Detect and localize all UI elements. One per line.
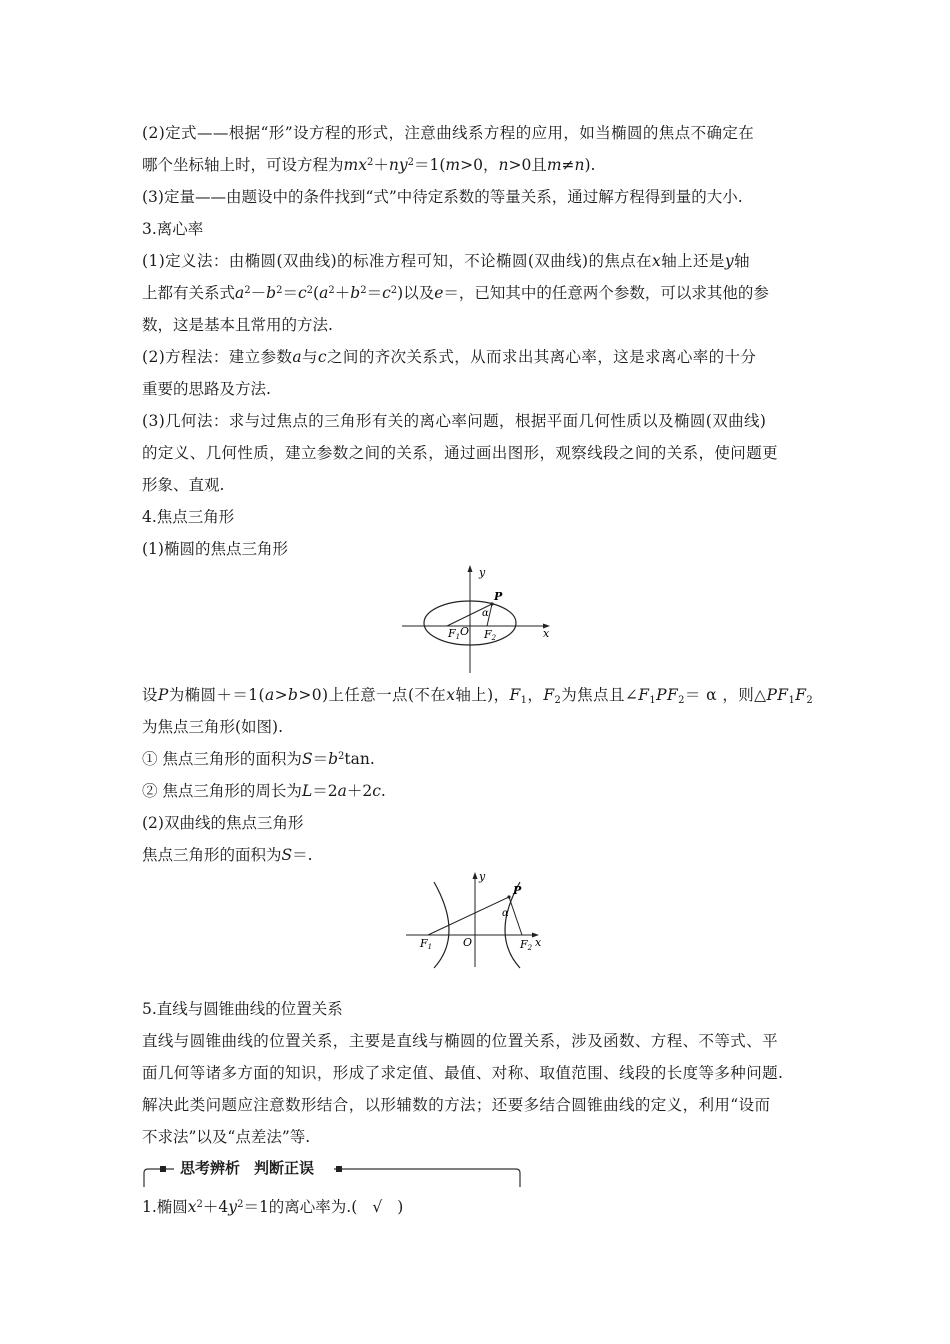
answer-check-mark: √: [372, 1198, 383, 1216]
hyperbola-area-formula: [142, 844, 822, 866]
var: S: [301, 750, 313, 768]
text: (2)方程法：建立参数: [142, 348, 293, 366]
paragraph-definition-line2: [142, 282, 822, 304]
subscript: 2: [678, 695, 685, 706]
ellipse-perimeter-formula: [142, 780, 822, 802]
subscript: 2: [554, 695, 562, 706]
exponent: 2: [360, 285, 367, 296]
heading-line-conic: 5.直线与圆锥曲线的位置关系: [142, 1000, 343, 1018]
point-p: [507, 895, 510, 898]
label: F: [448, 627, 456, 640]
var: y: [398, 156, 408, 174]
var: m: [546, 156, 562, 174]
origin-label: O: [463, 936, 473, 949]
exponent: 2: [328, 285, 335, 296]
paragraph-dingliang: (3)定量——由题设中的条件找到“式”中待定系数的等量关系，通过解方程得到量的大小.: [142, 188, 743, 206]
subheading-hyperbola-focal-triangle: (2)双曲线的焦点三角形: [142, 814, 304, 832]
var: a: [337, 782, 347, 800]
var: x: [652, 252, 662, 270]
text: 为焦点且∠: [561, 686, 639, 704]
text: 哪个坐标轴上时，可设方程为: [142, 156, 344, 174]
exponent: 2: [237, 1199, 244, 1210]
var: n: [574, 156, 585, 174]
y-axis-arrow: [468, 565, 473, 572]
ellipse-area-formula: [142, 748, 822, 770]
text: ＝2: [312, 782, 338, 800]
text: (: [313, 284, 320, 302]
exponent: 2: [276, 285, 283, 296]
text: ＋2: [346, 782, 373, 800]
text: 与: [302, 348, 318, 366]
var: PF: [766, 686, 789, 704]
segment-pf2: [509, 897, 522, 935]
ellipse-focal-triangle-figure: [400, 563, 560, 678]
text: 为椭圆＋＝1(: [168, 686, 265, 704]
text: >0，: [460, 156, 499, 174]
var: b: [266, 284, 277, 302]
angle-alpha-label: α: [482, 608, 489, 619]
paragraph-dingshi-line2: [142, 154, 822, 176]
text: tan.: [344, 750, 375, 768]
var: c: [317, 348, 328, 366]
paragraph-ellipse-setup-line1: [142, 684, 822, 706]
exponent: 2: [407, 157, 414, 168]
subscript: 1: [788, 695, 796, 706]
var: a: [319, 284, 329, 302]
var: F: [543, 686, 555, 704]
text: >0)上任意一点(不在: [298, 686, 447, 704]
text: ＋: [373, 156, 389, 174]
text: ＝: [282, 284, 298, 302]
var: c: [372, 782, 381, 800]
text: ).: [584, 156, 596, 174]
var: b: [350, 284, 361, 302]
heading-eccentricity: 3.离心率: [142, 220, 204, 238]
paragraph-equation-line2: 重要的思路及方法.: [142, 380, 271, 398]
point-p-label: P: [513, 884, 522, 897]
subscript: 2: [527, 944, 533, 952]
text: ＝.: [292, 846, 313, 864]
heading-focal-triangle: 4.焦点三角形: [142, 508, 235, 526]
text: ＋: [334, 284, 351, 302]
var: PF: [656, 686, 679, 704]
origin-label: O: [460, 625, 470, 638]
text: 轴上还是: [661, 252, 725, 270]
var: F: [795, 686, 807, 704]
paragraph-equation-line1: [142, 346, 822, 368]
exponent: 2: [196, 1199, 203, 1210]
text: ＝: [312, 750, 329, 768]
hyperbola-focal-triangle-figure: [404, 870, 554, 970]
text: ，: [527, 686, 544, 704]
text: .: [380, 782, 386, 800]
text: ＝1的离心率为.(: [243, 1198, 358, 1216]
text: 轴: [733, 252, 750, 270]
y-axis-label: y: [479, 870, 486, 883]
text: ＋4: [202, 1198, 229, 1216]
var: a: [264, 686, 275, 704]
y-axis-arrow: [473, 872, 478, 879]
var: b: [288, 686, 299, 704]
paragraph-line-conic-line1: 直线与圆锥曲线的位置关系，主要是直线与椭圆的位置关系，涉及函数、方程、不等式、平: [142, 1032, 779, 1050]
label: F: [520, 938, 528, 951]
paragraph-line-conic-line3: 解决此类问题应注意数形结合，以形辅数的方法；还要多结合圆锥曲线的定义，利用“设而: [142, 1096, 771, 1114]
text: 焦点三角形的面积为: [142, 846, 282, 864]
text: 设: [142, 686, 158, 704]
banner-title-left: 思考辨析: [180, 1159, 241, 1177]
var: n: [498, 156, 509, 174]
text: ① 焦点三角形的面积为: [142, 750, 302, 768]
var: y: [228, 1198, 238, 1216]
var: a: [235, 284, 245, 302]
subscript: 1: [649, 695, 657, 706]
segment-pf1: [428, 897, 509, 935]
var: F: [509, 686, 521, 704]
text: ＝: [366, 284, 383, 302]
focus-f1-label: [447, 627, 460, 641]
point-p-label: P: [494, 590, 503, 603]
subscript: 2: [806, 695, 814, 706]
var: F: [638, 686, 650, 704]
text: >: [274, 686, 289, 704]
text: －: [250, 284, 267, 302]
focus-f2-label: [483, 628, 497, 642]
hyperbola-left-branch: [434, 882, 449, 968]
text: (1)定义法：由椭圆(双曲线)的标准方程可知，不论椭圆(双曲线)的焦点在: [142, 252, 653, 270]
paragraph-line-conic-line4: 不求法”以及“点差法”等.: [142, 1128, 311, 1146]
text: )以及: [397, 284, 435, 302]
x-axis-label: x: [535, 936, 542, 949]
var: a: [292, 348, 303, 366]
label: F: [420, 937, 428, 950]
text: ＝，已知其中的任意两个参数，可以求其他的参: [443, 284, 769, 302]
var: x: [187, 1198, 197, 1216]
paragraph-geometry-line3: 形象、直观.: [142, 476, 225, 494]
focus-f2-label: [519, 938, 533, 952]
banner-title: [174, 1157, 334, 1179]
text: ② 焦点三角形的周长为: [142, 782, 302, 800]
subheading-ellipse-focal-triangle: (1)椭圆的焦点三角形: [142, 540, 288, 558]
text: 之间的齐次关系式，从而求出其离心率，这是求离心率的十分: [327, 348, 757, 366]
var: c: [297, 284, 307, 302]
text: 上都有关系式: [142, 284, 236, 302]
var: e: [434, 284, 444, 302]
var: L: [301, 782, 313, 800]
var: x: [446, 686, 456, 704]
subscript: 1: [520, 695, 528, 706]
subscript: 1: [427, 943, 433, 951]
text: ＝ α ，则△: [684, 686, 767, 704]
paragraph-ellipse-setup-line2: 为焦点三角形(如图).: [142, 718, 284, 736]
text: ＝1(: [413, 156, 446, 174]
var: c: [382, 284, 391, 302]
var: m: [445, 156, 461, 174]
paragraph-line-conic-line2: 面几何等诸多方面的知识，形成了求定值、最值、对称、取值范围、线段的长度等多种问题.: [142, 1064, 784, 1082]
paragraph-dingshi-line1: (2)定式——根据“形”设方程的形式，注意曲线系方程的应用，如当椭圆的焦点不确定在: [142, 124, 755, 142]
paragraph-definition-line1: [142, 250, 822, 272]
text: >0且: [508, 156, 547, 174]
paragraph-geometry-line2: 的定义、几何性质，建立参数之间的关系，通过画出图形，观察线段之间的关系，使问题更: [142, 444, 779, 462]
exponent: 2: [338, 751, 345, 762]
label: F: [484, 628, 492, 641]
text: 1.椭圆: [142, 1198, 188, 1216]
exponent: 2: [366, 157, 374, 168]
var: b: [328, 750, 339, 768]
x-axis-label: x: [543, 627, 550, 640]
var: y: [724, 252, 734, 270]
var: S: [281, 846, 293, 864]
var: m: [343, 156, 359, 174]
exponent: 2: [244, 285, 251, 296]
angle-alpha-label: α: [502, 908, 509, 919]
section-banner: [142, 1157, 522, 1189]
exponent: 2: [306, 285, 314, 296]
banner-title-right: 判断正误: [254, 1159, 315, 1177]
exponent: 2: [390, 285, 398, 296]
subscript: 2: [491, 634, 497, 642]
paragraph-geometry-line1: (3)几何法：求与过焦点的三角形有关的离心率问题，根据平面几何性质以及椭圆(双曲线): [142, 412, 767, 430]
var: P: [157, 686, 169, 704]
y-axis-label: y: [479, 566, 486, 579]
var: n: [388, 156, 399, 174]
text: ≠: [561, 156, 575, 174]
var: x: [358, 156, 367, 174]
question-1: [142, 1196, 822, 1218]
subscript: 1: [455, 633, 461, 641]
text: ): [397, 1198, 404, 1216]
text: 轴上)，: [455, 686, 510, 704]
focus-f1-label: [419, 937, 432, 951]
paragraph-definition-line3: 数，这是基本且常用的方法.: [142, 316, 333, 334]
